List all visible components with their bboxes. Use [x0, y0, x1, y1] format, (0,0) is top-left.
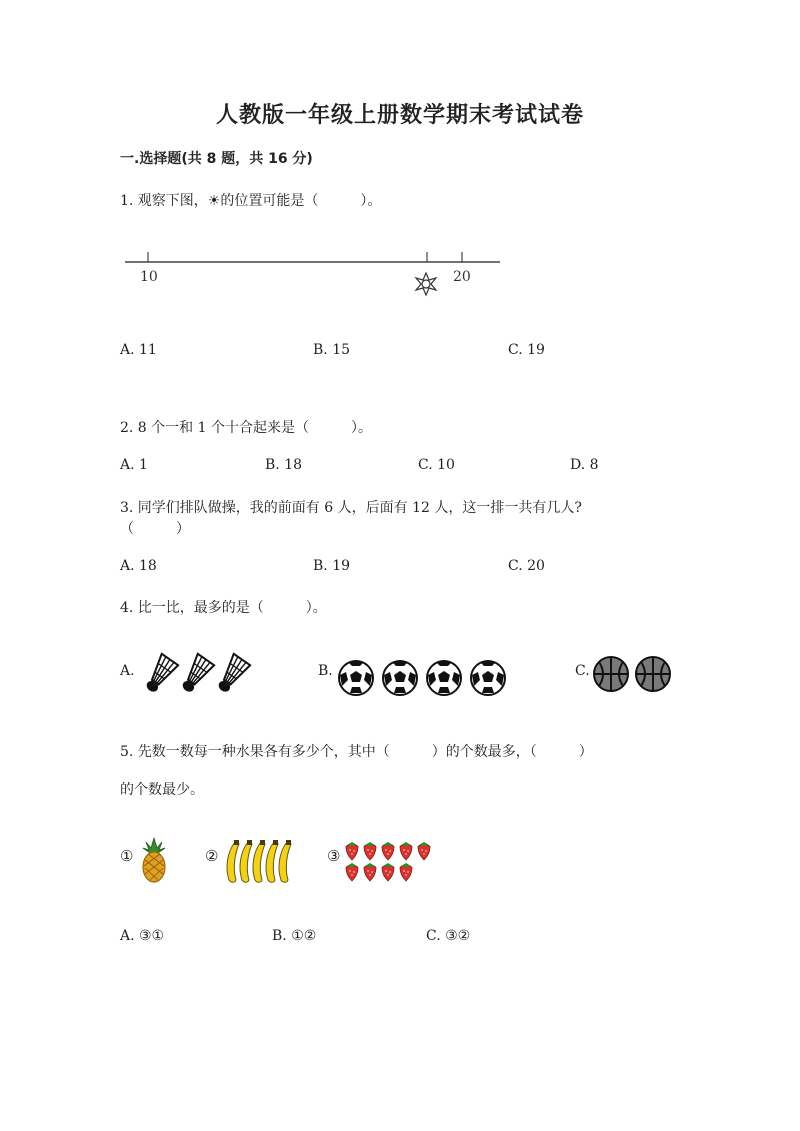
shuttlecock-icon — [141, 654, 179, 696]
soccer-ball-icon — [471, 661, 505, 695]
sun-icon — [416, 273, 436, 295]
question-5-text-cont: 的个数最少。 — [120, 782, 204, 798]
strawberry-icon — [346, 842, 358, 860]
banana-icon — [279, 840, 291, 882]
soccer-ball-icon — [339, 661, 373, 695]
tick-label-10: 10 — [140, 269, 158, 285]
fruit-marker-3: ③ — [327, 847, 341, 865]
banana-group — [221, 838, 301, 884]
fruit-marker-1: ① — [120, 847, 134, 865]
banana-icon — [253, 840, 265, 882]
q5-option-b[interactable]: B. ①② — [272, 928, 317, 944]
shuttlecock-icon — [213, 654, 251, 696]
q3-option-c[interactable]: C. 20 — [508, 558, 545, 574]
strawberry-icon — [364, 863, 376, 881]
banana-icon — [266, 840, 278, 882]
pineapple-icon — [138, 836, 170, 884]
q3-option-a[interactable]: A. 18 — [120, 558, 157, 574]
q4-option-a[interactable]: A. — [120, 663, 135, 679]
basketball-icon — [636, 657, 670, 691]
strawberry-icon — [418, 842, 430, 860]
section-heading: 一.选择题(共 8 题，共 16 分) — [120, 151, 313, 167]
strawberry-icon — [382, 842, 394, 860]
question-2-text: 2. 8 个一和 1 个十合起来是（ ）。 — [120, 420, 372, 436]
soccer-ball-icon — [427, 661, 461, 695]
question-4-text: 4. 比一比，最多的是（ ）。 — [120, 600, 327, 616]
soccer-ball-icon — [383, 661, 417, 695]
q1-option-b[interactable]: B. 15 — [313, 342, 351, 358]
question-5-text: 5. 先数一数每一种水果各有多少个，其中（ ）的个数最多，（ ） — [120, 744, 593, 760]
page-title: 人教版一年级上册数学期末考试试卷 — [215, 103, 584, 128]
strawberry-icon — [364, 842, 376, 860]
q5-option-c[interactable]: C. ③② — [426, 928, 471, 944]
question-3-text: 3. 同学们排队做操，我的前面有 6 人，后面有 12 人，这一排一共有几人? — [120, 500, 582, 516]
number-line-figure — [120, 245, 510, 300]
strawberry-icon — [346, 863, 358, 881]
question-3-answer-blank: （ ） — [120, 521, 190, 537]
strawberry-icon — [400, 842, 412, 860]
q1-option-a[interactable]: A. 11 — [120, 342, 157, 358]
q5-option-a[interactable]: A. ③① — [120, 928, 165, 944]
q2-option-b[interactable]: B. 18 — [265, 457, 303, 473]
q3-option-b[interactable]: B. 19 — [313, 558, 351, 574]
basketball-icon — [594, 657, 628, 691]
q1-option-c[interactable]: C. 19 — [508, 342, 545, 358]
strawberry-icon — [400, 863, 412, 881]
strawberry-icon — [382, 863, 394, 881]
banana-icon — [227, 840, 239, 882]
q2-option-d[interactable]: D. 8 — [570, 457, 599, 473]
strawberry-group — [342, 840, 434, 884]
tick-label-20: 20 — [453, 269, 471, 285]
q4-option-b[interactable]: B. — [318, 663, 333, 679]
basketball-group — [592, 654, 676, 694]
fruit-marker-2: ② — [205, 847, 219, 865]
q2-option-c[interactable]: C. 10 — [418, 457, 455, 473]
soccer-ball-group — [337, 658, 511, 698]
q4-option-c[interactable]: C. — [575, 663, 590, 679]
banana-icon — [240, 840, 252, 882]
shuttlecock-group — [136, 652, 254, 698]
q2-option-a[interactable]: A. 1 — [120, 457, 148, 473]
question-1-text: 1. 观察下图，☀的位置可能是（ ）。 — [120, 193, 382, 209]
shuttlecock-icon — [177, 654, 215, 696]
